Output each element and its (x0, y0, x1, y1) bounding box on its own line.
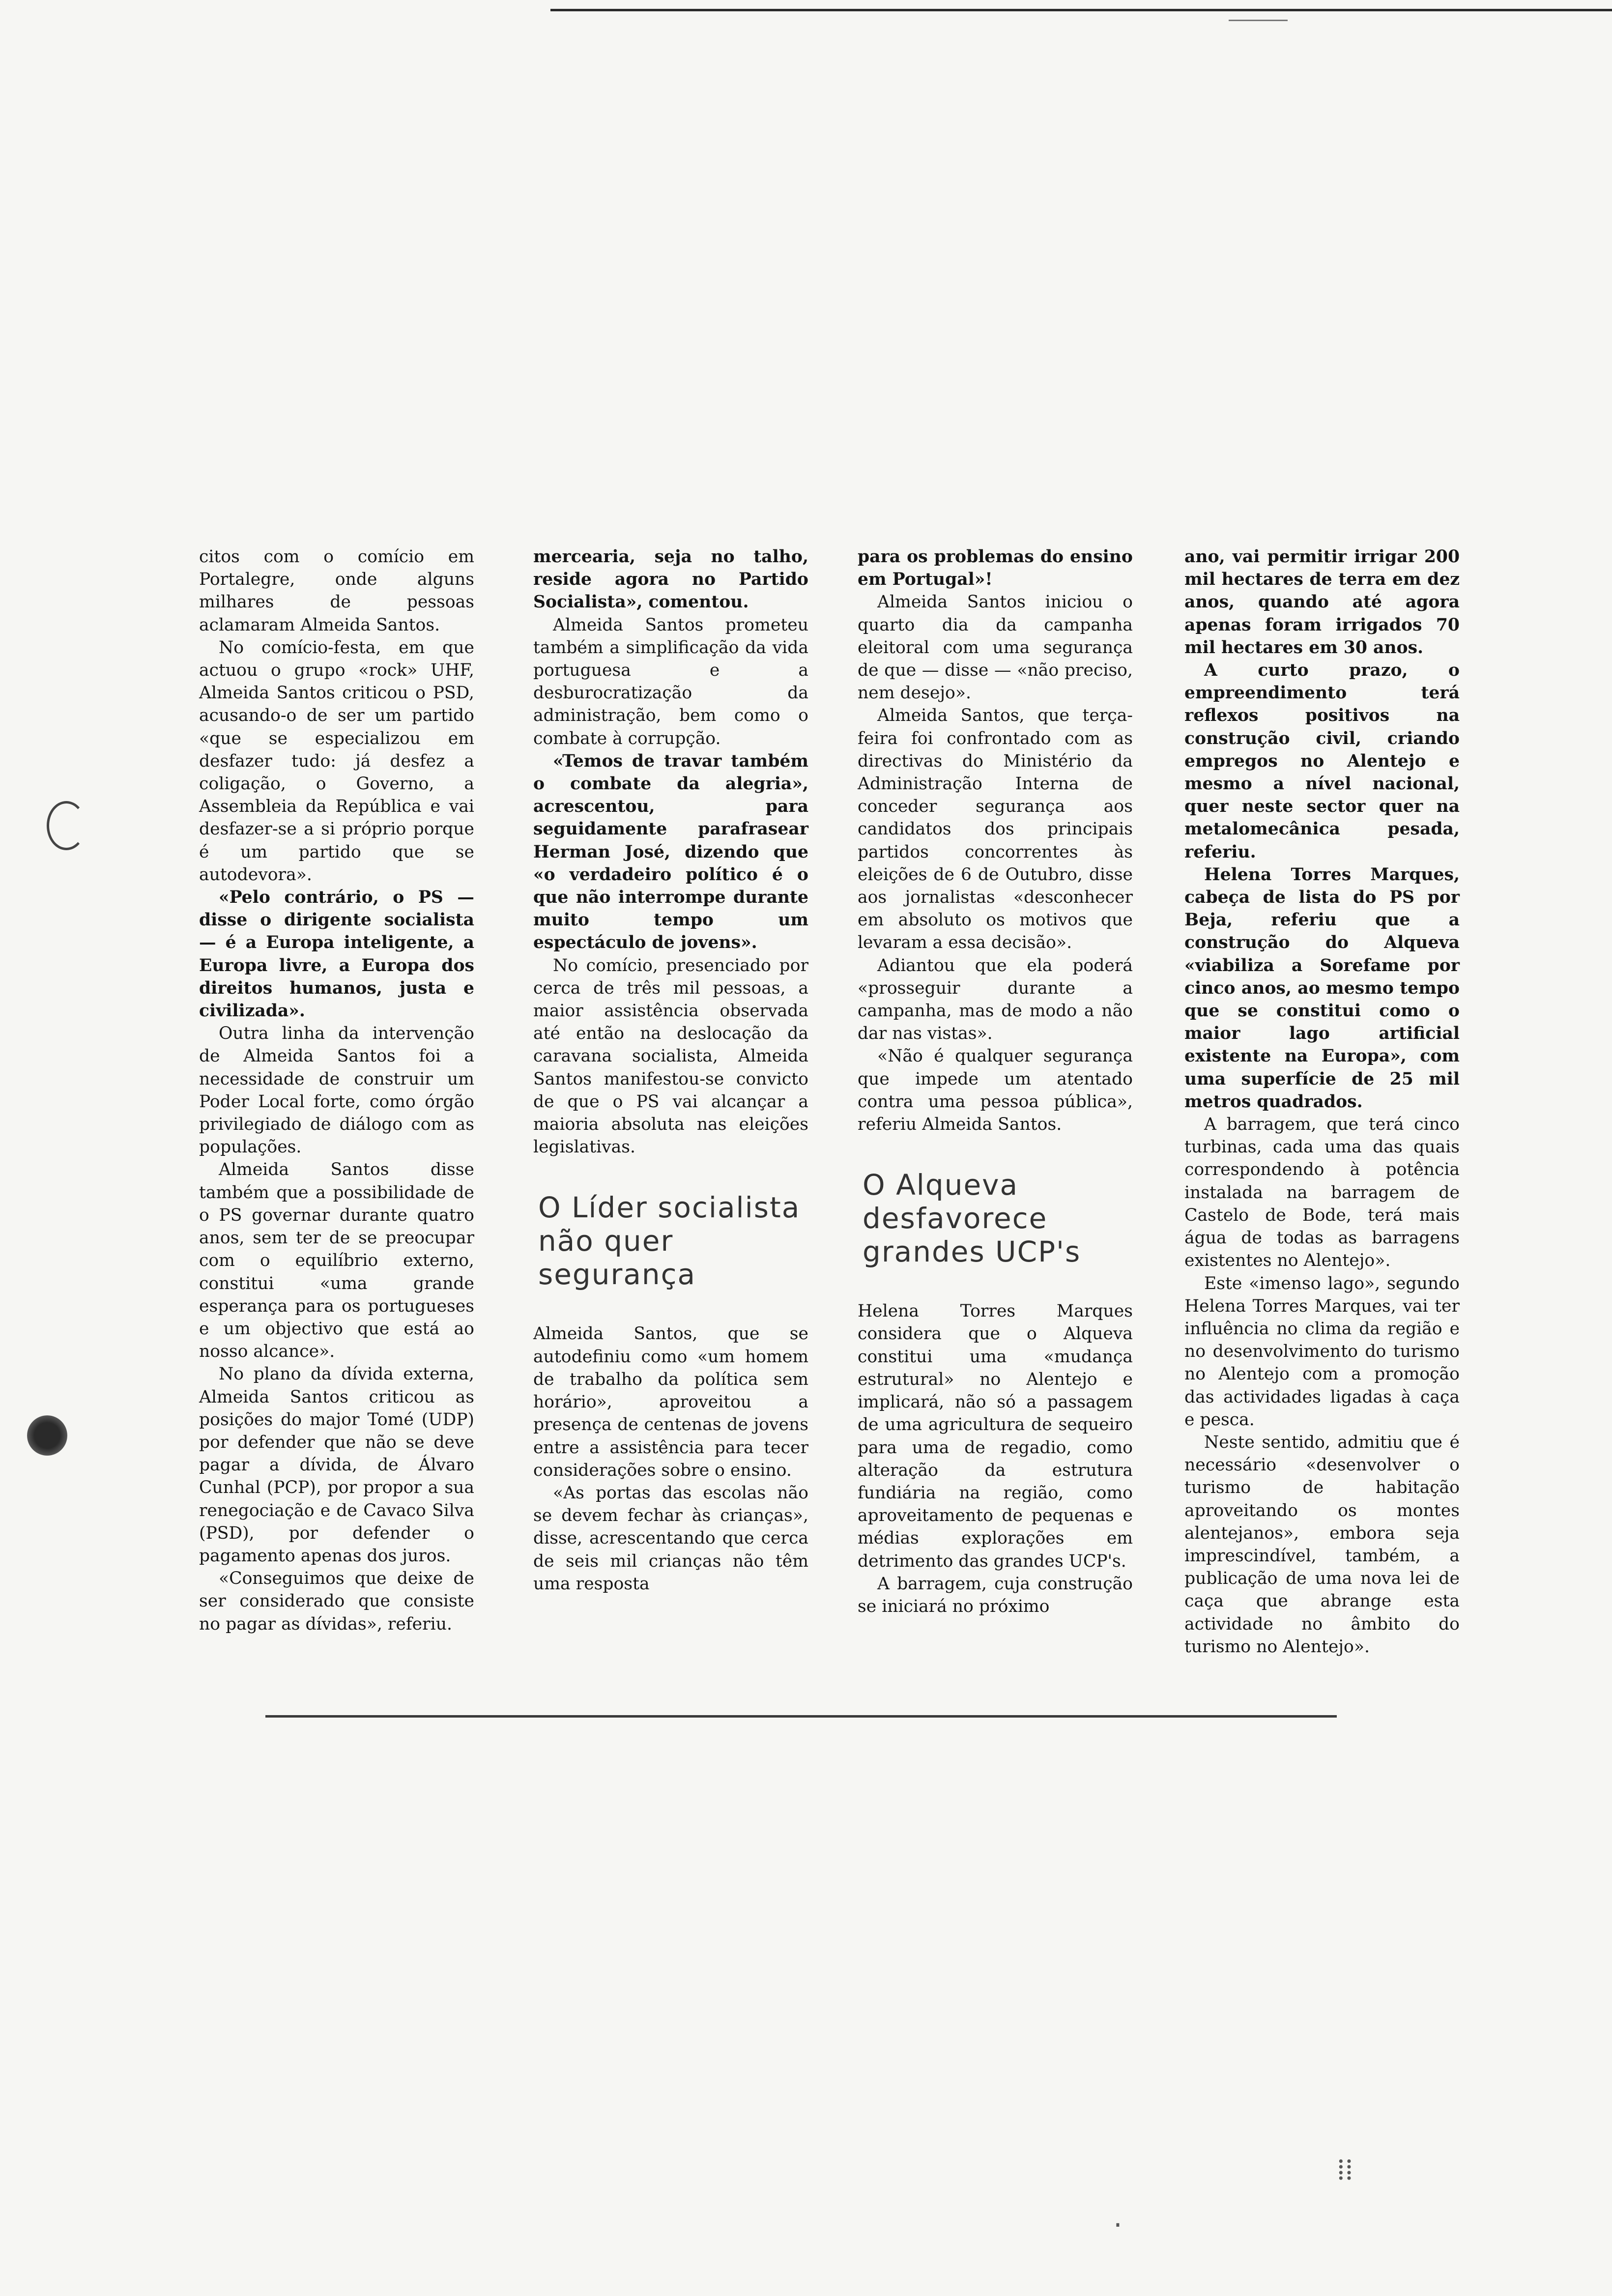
column-1 (199, 545, 474, 1636)
paragraph: No comício, presenciado por cerca de três mil pessoas, a maior assistência observada até então na deslocação da caravana socialista, Almeida Santos manifestou-se convicto de que o PS vai alcançar a maioria absoluta nas eleições legislativas. (533, 955, 808, 1157)
column-3-top (858, 545, 1133, 1136)
paragraph: Este «imenso lago», segundo Helena Torres Marques, vai ter influência no clima da região e no desenvolvimento do turismo no Alentejo com a promoção das actividades ligadas à caça e pesca. (1184, 1273, 1460, 1430)
paragraph: «Conseguimos que deixe de ser considerado que consiste no pagar as dívidas», referiu. (199, 1569, 474, 1634)
paragraph: «As portas das escolas não se devem fechar às crianças», disse, acrescentando que cerca de seis mil crianças não têm uma resposta (533, 1483, 808, 1594)
scan-margin-mark: ⁞⁞ (1337, 2152, 1353, 2187)
scan-ink-blot (27, 1415, 67, 1456)
paragraph: Outra linha da intervenção de Almeida Santos foi a necessidade de construir um Poder Local forte, como órgão privilegiado de diálogo com as populações. (199, 1024, 474, 1157)
paragraph: Almeida Santos prometeu também a simplificação da vida portuguesa e a desburocratização da administração, bem como o combate à corrupção. (533, 615, 808, 748)
subheading-lider-socialista: O Líder socialista não quer segurança (538, 1191, 801, 1292)
paragraph: Adiantou que ela poderá «prosseguir durante a campanha, mas de modo a não dar nas vistas». (858, 955, 1133, 1044)
scan-dot-mark: · (1111, 2211, 1125, 2239)
paragraph: Almeida Santos, que se autodefiniu como «um homem de trabalho da política sem horário», aproveitou a presença de centenas de jovens entre a assistência para tecer considerações sobre o ensino. (533, 1324, 808, 1480)
column-2-bottom (533, 1322, 808, 1595)
paragraph: «Temos de travar também o combate da alegria», acrescentou, para seguidamente parafrasear Herman José, dizendo que «o verdadeiro político é o que não interrompe durante muito tempo um espectáculo de jovens». (533, 751, 808, 953)
paragraph: No comício-festa, em que actuou o grupo «rock» UHF, Almeida Santos criticou o PSD, acusando-o de ser um partido «que se especializou em desfazer tudo: já desfez a coligação, o Governo, a Assembleia da República e vai desfazer-se a si próprio porque é um partido que se autodevora». (199, 637, 474, 885)
paragraph: Almeida Santos iniciou o quarto dia da campanha eleitoral com uma segurança de que — disse — «não preciso, nem desejo». (858, 592, 1133, 703)
bottom-rule (265, 1715, 1337, 1718)
paragraph: ano, vai permitir irrigar 200 mil hectares de terra em dez anos, quando até agora apenas foram irrigados 70 mil hectares em 30 anos. (1184, 547, 1460, 658)
column-4 (1184, 545, 1460, 1658)
paragraph: Helena Torres Marques, cabeça de lista do PS por Beja, referiu que a construção do Alqueva «viabiliza a Sorefame por cinco anos, ao mesmo tempo que se constitui como o maior lago artificial existente na Europa», com uma superfície de 25 mil metros quadrados. (1184, 864, 1460, 1112)
paragraph: A barragem, que terá cinco turbinas, cada uma das quais correspondendo à potência instalada na barragem de Castelo de Bode, terá mais água de todas as barragens existentes no Alentejo». (1184, 1115, 1460, 1271)
paragraph: «Não é qualquer segurança que impede um atentado contra uma pessoa pública», referiu Almeida Santos. (858, 1046, 1133, 1135)
top-rule (550, 9, 1612, 11)
paragraph: Almeida Santos, que terça-feira foi confrontado com as directivas do Ministério da Administração Interna de conceder segurança aos candidatos dos principais partidos concorrentes às eleições de 6 de Outubro, disse aos jornalistas «desconhecer em absoluto os motivos que levaram a essa decisão». (858, 706, 1133, 953)
paragraph: «Pelo contrário, o PS — disse o dirigente socialista — é a Europa inteligente, a Europa livre, a Europa dos direitos humanos, justa e civilizada». (199, 888, 474, 1021)
column-2 (533, 545, 808, 1595)
paragraph: No plano da dívida externa, Almeida Santos criticou as posições do major Tomé (UDP) por defender que não se deve pagar a dívida, de Álvaro Cunhal (PCP), por propor a sua renegociação e de Cavaco Silva (PSD), por defender o pagamento apenas dos juros. (199, 1364, 474, 1566)
paragraph: mercearia, seja no talho, reside agora no Partido Socialista», comentou. (533, 547, 808, 612)
paragraph: Almeida Santos disse também que a possibilidade de o PS governar durante quatro anos, sem ter de se preocupar com o equilíbrio externo, constitui «uma grande esperança para os portugueses e um objectivo que está ao nosso alcance». (199, 1160, 474, 1362)
paragraph: Neste sentido, admitiu que é necessário «desenvolver o turismo de habitação aproveitando os montes alentejanos», embora seja imprescindível, também, a publicação de uma nova lei de caça que abrange esta actividade no âmbito do turismo no Alentejo». (1184, 1432, 1460, 1657)
column-3-bottom (858, 1300, 1133, 1618)
paragraph: A barragem, cuja construção se iniciará no próximo (858, 1574, 1133, 1616)
column-2-top (533, 545, 808, 1158)
top-rule-short (1229, 20, 1288, 21)
paragraph: A curto prazo, o empreendimento terá reflexos positivos na construção civil, criando empregos no Alentejo e mesmo a nível nacional, quer neste sector quer na metalomecânica pesada, referiu. (1184, 660, 1460, 862)
paragraph: citos com o comício em Portalegre, onde alguns milhares de pessoas aclamaram Almeida Santos. (199, 547, 474, 635)
scan-hole-mark (47, 801, 86, 850)
paragraph: para os problemas do ensino em Portugal»! (858, 547, 1133, 590)
subheading-alqueva: O Alqueva desfavorece grandes UCP's (863, 1168, 1081, 1269)
column-3 (858, 545, 1133, 1618)
paragraph: Helena Torres Marques considera que o Alqueva constitui uma «mudança estrutural» no Alentejo e implicará, não só a passagem de uma agricultura de sequeiro para uma de regadio, como alteração da estrutura fundiária na região, como aproveitamento de pequenas e médias explorações em detrimento das grandes UCP's. (858, 1301, 1133, 1571)
